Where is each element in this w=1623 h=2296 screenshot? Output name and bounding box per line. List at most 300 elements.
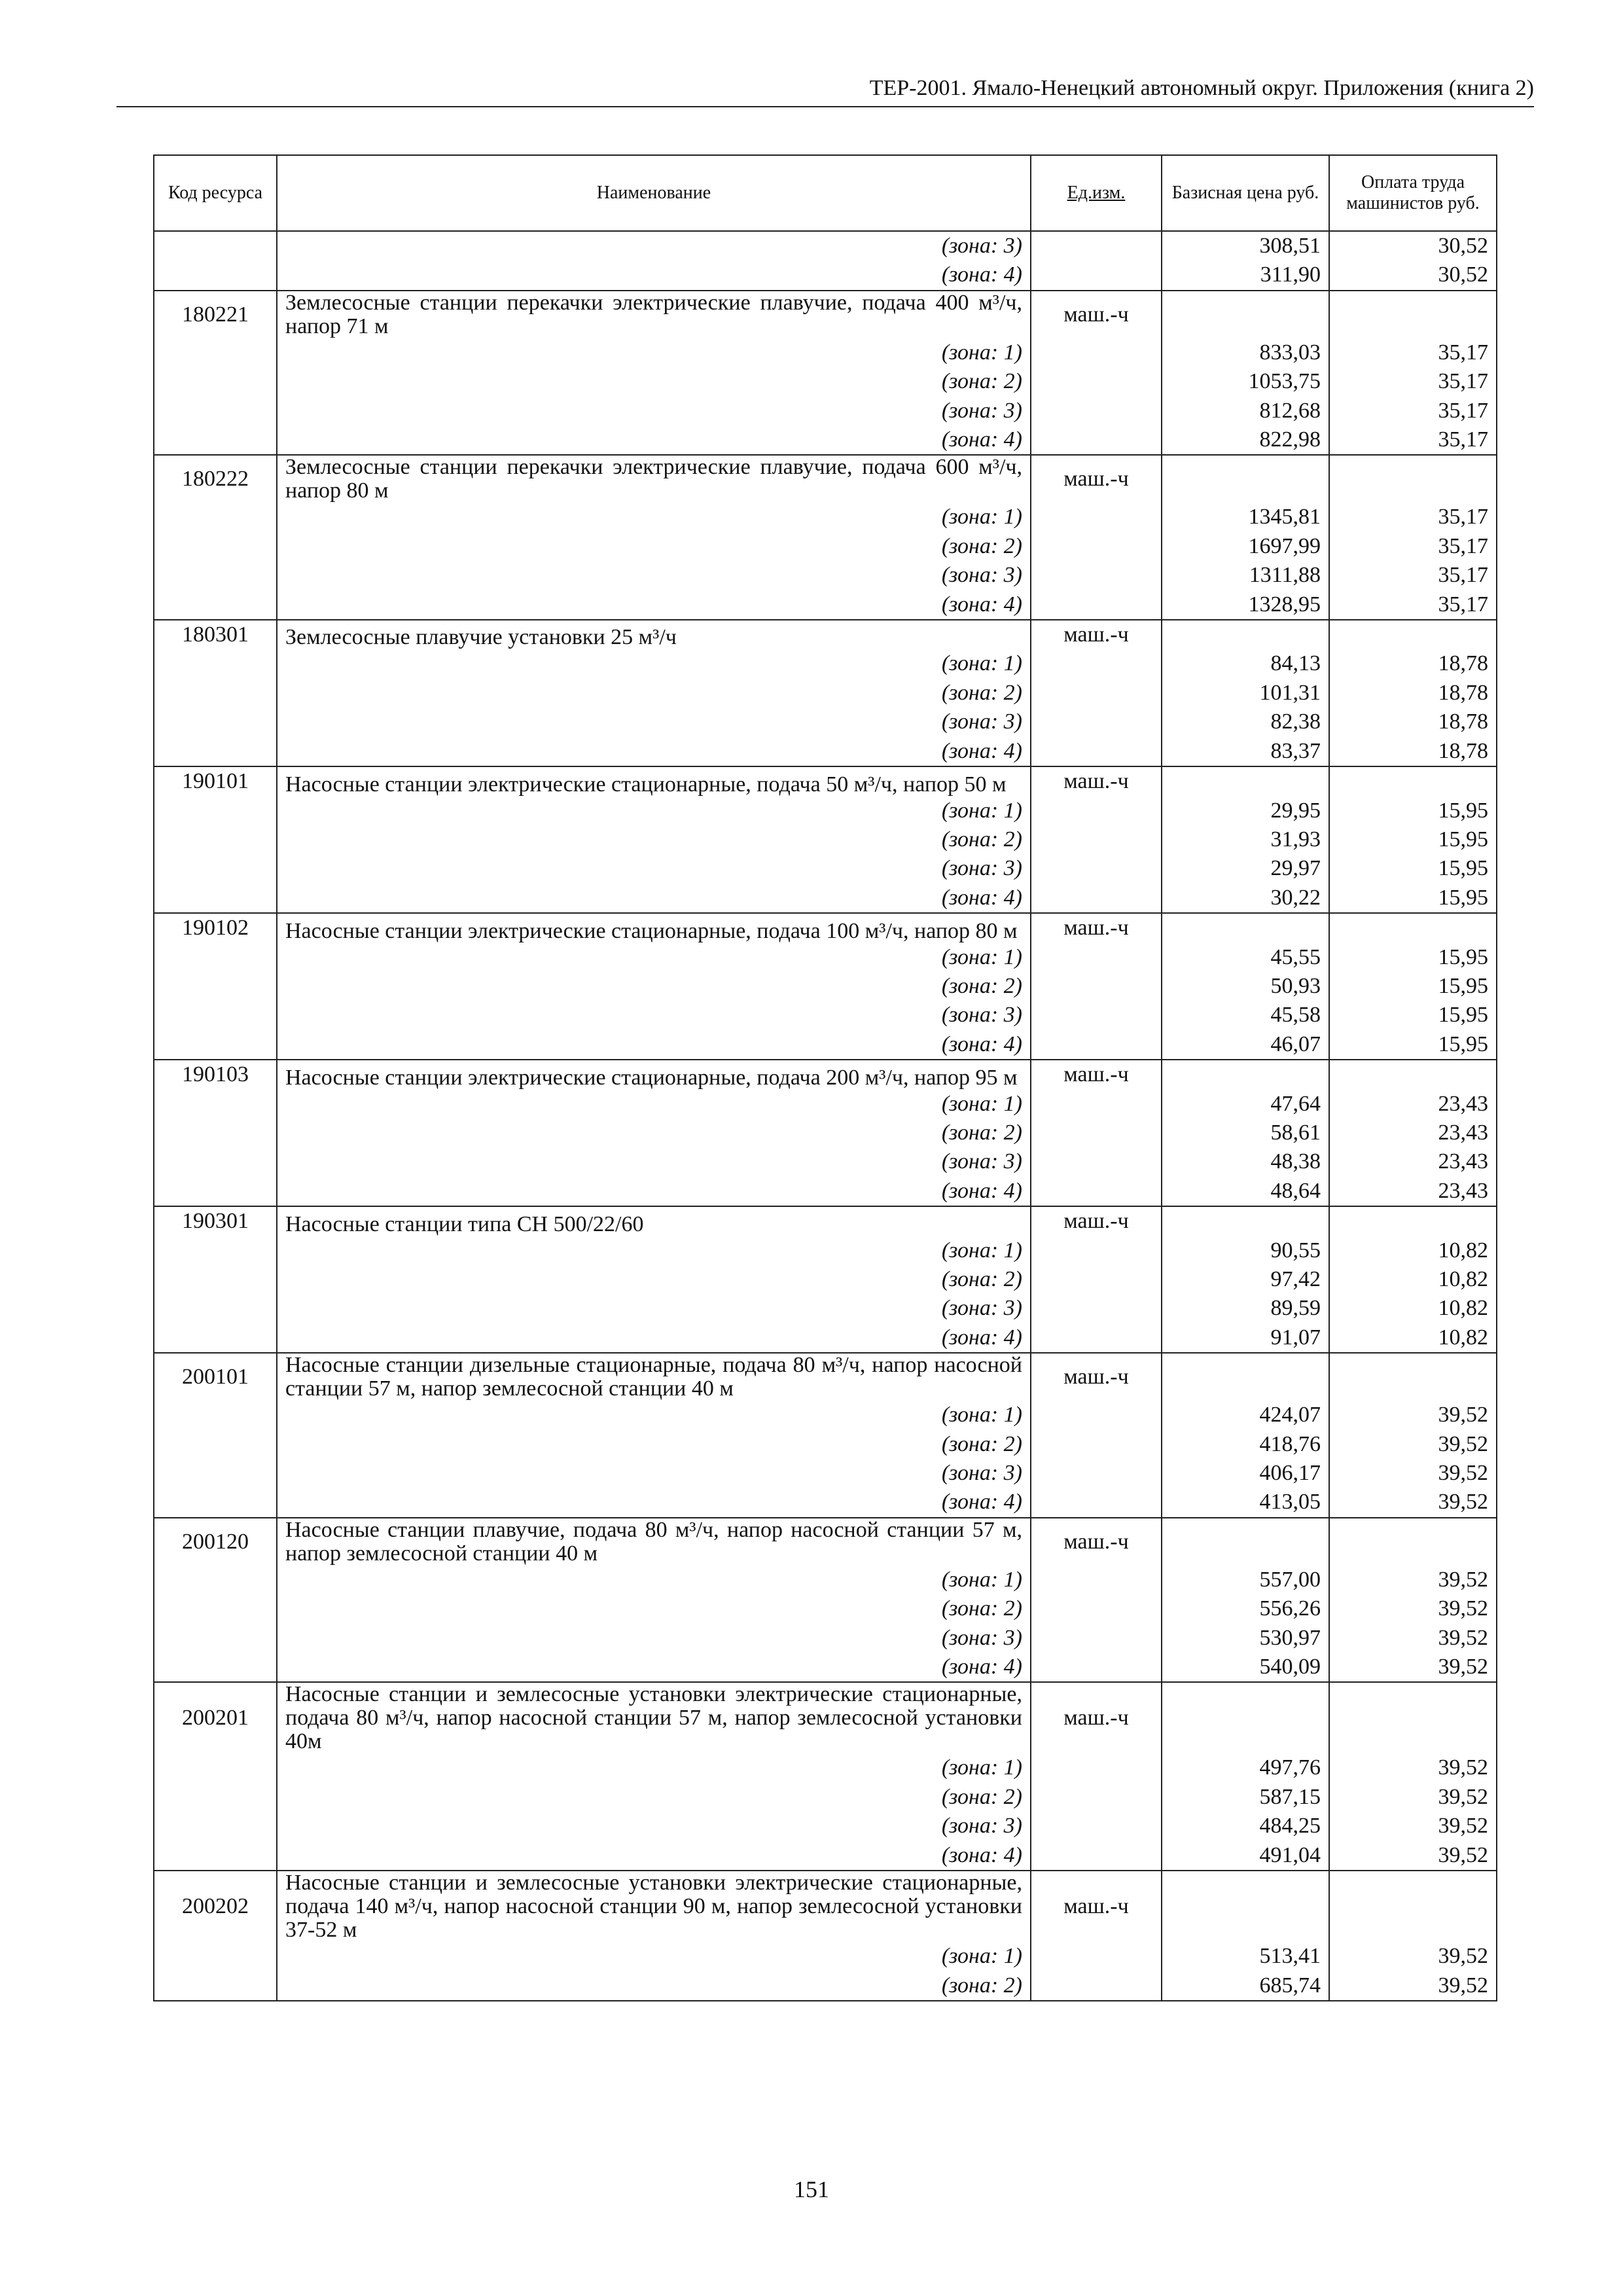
resource-unit: маш.-ч	[1031, 766, 1162, 796]
code-cell	[154, 1812, 277, 1840]
unit-cell	[1031, 1488, 1162, 1517]
code-cell	[154, 1753, 277, 1782]
operator-pay	[1329, 1353, 1497, 1401]
unit-cell	[1031, 1265, 1162, 1294]
resource-code: 200120	[154, 1518, 277, 1566]
resource-code: 190103	[154, 1060, 277, 1089]
code-cell	[154, 1971, 277, 2001]
table-row	[154, 367, 1497, 396]
unit-cell	[1031, 1430, 1162, 1459]
operator-pay	[1329, 1682, 1497, 1753]
resource-code: 190102	[154, 913, 277, 942]
operator-pay: 15,95	[1329, 884, 1497, 913]
base-price	[1162, 1353, 1329, 1401]
unit-cell	[1031, 1624, 1162, 1653]
operator-pay: 35,17	[1329, 397, 1497, 425]
code-cell	[154, 1488, 277, 1517]
resource-unit: маш.-ч	[1031, 620, 1162, 649]
zone-label: (зона: 3)	[277, 561, 1031, 590]
zone-label: (зона: 1)	[277, 1753, 1031, 1782]
code-cell	[154, 1841, 277, 1871]
unit-cell	[1031, 1971, 1162, 2001]
code-cell	[154, 708, 277, 736]
base-price	[1162, 913, 1329, 942]
code-cell	[154, 1942, 277, 1971]
unit-cell	[1031, 1841, 1162, 1871]
resource-row	[154, 455, 1497, 503]
table-row	[154, 825, 1497, 854]
unit-cell	[1031, 1119, 1162, 1147]
base-price	[1162, 766, 1329, 796]
zone-label: (зона: 1)	[277, 503, 1031, 531]
resource-unit: маш.-ч	[1031, 1682, 1162, 1753]
table-row	[154, 1942, 1497, 1971]
table-row	[154, 1323, 1497, 1353]
base-price: 308,51	[1162, 231, 1329, 260]
zone-label: (зона: 1)	[277, 943, 1031, 972]
operator-pay: 15,95	[1329, 854, 1497, 883]
table-row	[154, 231, 1497, 260]
code-cell	[154, 1624, 277, 1653]
operator-pay: 18,78	[1329, 679, 1497, 708]
base-price: 45,55	[1162, 943, 1329, 972]
code-cell	[154, 1783, 277, 1812]
code-cell	[154, 1594, 277, 1623]
operator-pay: 23,43	[1329, 1177, 1497, 1206]
operator-pay: 39,52	[1329, 1841, 1497, 1871]
zone-label: (зона: 4)	[277, 1030, 1031, 1060]
resource-name: Насосные станции и землесосные установки электрические стационарные, подача 140 м³/ч, напор насосной станции 90 м, напор землесосной установки 37-52 м	[277, 1871, 1031, 1942]
base-price	[1162, 1518, 1329, 1566]
code-cell	[154, 1001, 277, 1030]
base-price	[1162, 1871, 1329, 1942]
base-price: 45,58	[1162, 1001, 1329, 1030]
zone-label: (зона: 3)	[277, 708, 1031, 736]
resource-row	[154, 620, 1497, 649]
code-cell	[154, 1323, 277, 1353]
base-price: 48,38	[1162, 1147, 1329, 1176]
unit-cell	[1031, 1942, 1162, 1971]
table-row	[154, 1459, 1497, 1488]
base-price: 1328,95	[1162, 590, 1329, 620]
zone-label: (зона: 2)	[277, 1971, 1031, 2001]
unit-cell	[1031, 737, 1162, 766]
resource-unit: маш.-ч	[1031, 1353, 1162, 1401]
table-row	[154, 797, 1497, 825]
operator-pay: 35,17	[1329, 425, 1497, 455]
operator-pay: 39,52	[1329, 1488, 1497, 1517]
operator-pay: 23,43	[1329, 1090, 1497, 1119]
base-price	[1162, 1060, 1329, 1089]
resource-unit: маш.-ч	[1031, 1518, 1162, 1566]
code-cell	[154, 425, 277, 455]
zone-label: (зона: 4)	[277, 425, 1031, 455]
operator-pay: 10,82	[1329, 1265, 1497, 1294]
operator-pay: 15,95	[1329, 797, 1497, 825]
code-cell	[154, 1653, 277, 1682]
base-price: 556,26	[1162, 1594, 1329, 1623]
resource-name: Насосные станции дизельные стационарные, подача 80 м³/ч, напор насосной станции 57 м, напор землесосной станции 40 м	[277, 1353, 1031, 1401]
unit-cell	[1031, 503, 1162, 531]
resource-name: Насосные станции электрические стационарные, подача 100 м³/ч, напор 80 м	[277, 913, 1031, 942]
table-row	[154, 1090, 1497, 1119]
table-row	[154, 1236, 1497, 1265]
base-price: 822,98	[1162, 425, 1329, 455]
resource-row	[154, 766, 1497, 796]
resource-code: 190101	[154, 766, 277, 796]
base-price: 1697,99	[1162, 532, 1329, 561]
table-row	[154, 1566, 1497, 1594]
unit-cell	[1031, 825, 1162, 854]
column-header-operator-pay: Оплата труда машинистов руб.	[1329, 155, 1497, 231]
page-header	[116, 73, 1534, 107]
running-title: ТЕР-2001. Ямало-Ненецкий автономный округ. Приложения (книга 2)	[869, 76, 1534, 100]
column-header-unit: Ед.изм.	[1031, 155, 1162, 231]
zone-label: (зона: 2)	[277, 1119, 1031, 1147]
code-cell	[154, 1090, 277, 1119]
unit-cell	[1031, 338, 1162, 367]
table-row	[154, 260, 1497, 290]
zone-label: (зона: 4)	[277, 737, 1031, 766]
base-price: 491,04	[1162, 1841, 1329, 1871]
table-row	[154, 943, 1497, 972]
unit-cell	[1031, 1147, 1162, 1176]
base-price: 513,41	[1162, 1942, 1329, 1971]
code-cell	[154, 797, 277, 825]
zone-label: (зона: 2)	[277, 1430, 1031, 1459]
code-cell	[154, 1401, 277, 1429]
base-price: 497,76	[1162, 1753, 1329, 1782]
resource-row	[154, 1353, 1497, 1401]
code-cell	[154, 972, 277, 1001]
operator-pay: 18,78	[1329, 737, 1497, 766]
base-price: 84,13	[1162, 649, 1329, 678]
base-price	[1162, 455, 1329, 503]
code-cell	[154, 590, 277, 620]
unit-cell	[1031, 1594, 1162, 1623]
base-price: 557,00	[1162, 1566, 1329, 1594]
base-price: 29,95	[1162, 797, 1329, 825]
resource-code: 180222	[154, 455, 277, 503]
resource-row	[154, 1206, 1497, 1236]
unit-cell	[1031, 1783, 1162, 1812]
code-cell	[154, 884, 277, 913]
unit-cell	[1031, 425, 1162, 455]
zone-label: (зона: 2)	[277, 1265, 1031, 1294]
unit-cell	[1031, 649, 1162, 678]
unit-cell	[1031, 972, 1162, 1001]
table-row	[154, 972, 1497, 1001]
base-price: 46,07	[1162, 1030, 1329, 1060]
base-price: 413,05	[1162, 1488, 1329, 1517]
operator-pay	[1329, 913, 1497, 942]
table-row	[154, 1753, 1497, 1782]
operator-pay: 30,52	[1329, 260, 1497, 290]
operator-pay: 35,17	[1329, 503, 1497, 531]
zone-label: (зона: 3)	[277, 231, 1031, 260]
operator-pay: 35,17	[1329, 367, 1497, 396]
unit-cell	[1031, 532, 1162, 561]
operator-pay: 15,95	[1329, 943, 1497, 972]
table-row	[154, 1119, 1497, 1147]
code-cell	[154, 1119, 277, 1147]
table-row	[154, 1294, 1497, 1323]
table-row	[154, 397, 1497, 425]
code-cell	[154, 367, 277, 396]
base-price: 58,61	[1162, 1119, 1329, 1147]
base-price: 50,93	[1162, 972, 1329, 1001]
table-row	[154, 854, 1497, 883]
unit-cell	[1031, 1294, 1162, 1323]
table-row	[154, 1030, 1497, 1060]
table-body	[154, 231, 1497, 2001]
unit-cell	[1031, 367, 1162, 396]
code-cell	[154, 1459, 277, 1488]
table-row	[154, 532, 1497, 561]
table-row	[154, 1147, 1497, 1176]
base-price: 685,74	[1162, 1971, 1329, 2001]
zone-label: (зона: 1)	[277, 797, 1031, 825]
operator-pay: 15,95	[1329, 1030, 1497, 1060]
operator-pay: 18,78	[1329, 649, 1497, 678]
resource-name: Землесосные плавучие установки 25 м³/ч	[277, 620, 1031, 649]
resource-row	[154, 913, 1497, 942]
resource-price-table	[153, 154, 1497, 2001]
resource-row	[154, 1518, 1497, 1566]
table-row	[154, 1430, 1497, 1459]
base-price: 89,59	[1162, 1294, 1329, 1323]
resource-code: 200201	[154, 1682, 277, 1753]
resource-row	[154, 1682, 1497, 1753]
operator-pay: 39,52	[1329, 1812, 1497, 1840]
base-price: 31,93	[1162, 825, 1329, 854]
operator-pay	[1329, 1871, 1497, 1942]
operator-pay	[1329, 1518, 1497, 1566]
base-price: 1345,81	[1162, 503, 1329, 531]
code-cell	[154, 397, 277, 425]
table-row	[154, 1653, 1497, 1682]
unit-cell	[1031, 590, 1162, 620]
unit-cell	[1031, 679, 1162, 708]
table-row	[154, 1265, 1497, 1294]
operator-pay: 39,52	[1329, 1459, 1497, 1488]
code-cell	[154, 561, 277, 590]
table-row	[154, 679, 1497, 708]
operator-pay: 23,43	[1329, 1119, 1497, 1147]
unit-cell	[1031, 1001, 1162, 1030]
unit-cell	[1031, 1753, 1162, 1782]
resource-unit: маш.-ч	[1031, 1206, 1162, 1236]
unit-cell	[1031, 231, 1162, 260]
table-row	[154, 561, 1497, 590]
zone-label: (зона: 4)	[277, 590, 1031, 620]
code-cell	[154, 338, 277, 367]
base-price: 311,90	[1162, 260, 1329, 290]
base-price: 101,31	[1162, 679, 1329, 708]
table-row	[154, 708, 1497, 736]
resource-unit: маш.-ч	[1031, 1871, 1162, 1942]
base-price: 97,42	[1162, 1265, 1329, 1294]
base-price	[1162, 1682, 1329, 1753]
base-price: 82,38	[1162, 708, 1329, 736]
resource-name: Насосные станции электрические стационарные, подача 50 м³/ч, напор 50 м	[277, 766, 1031, 796]
operator-pay: 39,52	[1329, 1942, 1497, 1971]
code-cell	[154, 825, 277, 854]
zone-label: (зона: 4)	[277, 1323, 1031, 1353]
code-cell	[154, 943, 277, 972]
zone-label: (зона: 1)	[277, 1401, 1031, 1429]
operator-pay: 39,52	[1329, 1783, 1497, 1812]
operator-pay	[1329, 1206, 1497, 1236]
operator-pay: 15,95	[1329, 1001, 1497, 1030]
unit-cell	[1031, 260, 1162, 290]
operator-pay: 39,52	[1329, 1401, 1497, 1429]
code-cell	[154, 1265, 277, 1294]
operator-pay: 15,95	[1329, 972, 1497, 1001]
base-price	[1162, 620, 1329, 649]
table-row	[154, 1971, 1497, 2001]
base-price: 418,76	[1162, 1430, 1329, 1459]
base-price: 90,55	[1162, 1236, 1329, 1265]
unit-cell	[1031, 884, 1162, 913]
base-price: 48,64	[1162, 1177, 1329, 1206]
operator-pay: 39,52	[1329, 1653, 1497, 1682]
code-cell	[154, 737, 277, 766]
column-header-code: Код ресурса	[154, 155, 277, 231]
base-price	[1162, 291, 1329, 338]
zone-label: (зона: 1)	[277, 649, 1031, 678]
operator-pay: 10,82	[1329, 1323, 1497, 1353]
code-cell	[154, 1177, 277, 1206]
zone-label: (зона: 3)	[277, 1624, 1031, 1653]
base-price: 1053,75	[1162, 367, 1329, 396]
unit-cell	[1031, 1401, 1162, 1429]
resource-code: 180221	[154, 291, 277, 338]
operator-pay	[1329, 766, 1497, 796]
unit-cell	[1031, 1090, 1162, 1119]
resource-unit: маш.-ч	[1031, 1060, 1162, 1089]
zone-label: (зона: 4)	[277, 1653, 1031, 1682]
table-row	[154, 1488, 1497, 1517]
table-row	[154, 1001, 1497, 1030]
unit-cell	[1031, 1653, 1162, 1682]
operator-pay	[1329, 1060, 1497, 1089]
zone-label: (зона: 3)	[277, 1459, 1031, 1488]
resource-name: Землесосные станции перекачки электрические плавучие, подача 600 м³/ч, напор 80 м	[277, 455, 1031, 503]
unit-cell	[1031, 1177, 1162, 1206]
table-row	[154, 1624, 1497, 1653]
resource-unit: маш.-ч	[1031, 455, 1162, 503]
zone-label: (зона: 1)	[277, 1566, 1031, 1594]
operator-pay: 35,17	[1329, 338, 1497, 367]
zone-label: (зона: 2)	[277, 679, 1031, 708]
unit-cell	[1031, 1812, 1162, 1840]
table-row	[154, 649, 1497, 678]
zone-label: (зона: 2)	[277, 1594, 1031, 1623]
operator-pay	[1329, 620, 1497, 649]
code-cell	[154, 1030, 277, 1060]
table-header	[154, 155, 1497, 231]
code-cell	[154, 532, 277, 561]
operator-pay: 35,17	[1329, 532, 1497, 561]
code-cell	[154, 649, 277, 678]
table-row	[154, 884, 1497, 913]
table-row	[154, 1177, 1497, 1206]
operator-pay: 10,82	[1329, 1294, 1497, 1323]
base-price: 587,15	[1162, 1783, 1329, 1812]
operator-pay: 35,17	[1329, 561, 1497, 590]
unit-cell	[1031, 1030, 1162, 1060]
resource-name: Насосные станции плавучие, подача 80 м³/ч, напор насосной станции 57 м, напор землесосной станции 40 м	[277, 1518, 1031, 1566]
operator-pay	[1329, 291, 1497, 338]
column-header-name: Наименование	[277, 155, 1031, 231]
unit-cell	[1031, 1459, 1162, 1488]
zone-label: (зона: 4)	[277, 884, 1031, 913]
operator-pay	[1329, 455, 1497, 503]
resource-code: 200202	[154, 1871, 277, 1942]
unit-cell	[1031, 397, 1162, 425]
zone-label: (зона: 3)	[277, 1147, 1031, 1176]
zone-label: (зона: 2)	[277, 532, 1031, 561]
table-row	[154, 737, 1497, 766]
table-row	[154, 503, 1497, 531]
unit-cell	[1031, 1236, 1162, 1265]
resource-code: 190301	[154, 1206, 277, 1236]
code-cell	[154, 231, 277, 260]
zone-label: (зона: 2)	[277, 825, 1031, 854]
code-cell	[154, 1566, 277, 1594]
zone-label: (зона: 4)	[277, 1841, 1031, 1871]
code-cell	[154, 1236, 277, 1265]
zone-label: (зона: 2)	[277, 972, 1031, 1001]
resource-unit: маш.-ч	[1031, 291, 1162, 338]
resource-code: 180301	[154, 620, 277, 649]
table-row	[154, 590, 1497, 620]
base-price: 83,37	[1162, 737, 1329, 766]
operator-pay: 30,52	[1329, 231, 1497, 260]
zone-label: (зона: 1)	[277, 1090, 1031, 1119]
operator-pay: 39,52	[1329, 1753, 1497, 1782]
zone-label: (зона: 1)	[277, 1942, 1031, 1971]
table-row	[154, 425, 1497, 455]
operator-pay: 23,43	[1329, 1147, 1497, 1176]
table-row	[154, 1401, 1497, 1429]
zone-label: (зона: 3)	[277, 1812, 1031, 1840]
base-price: 406,17	[1162, 1459, 1329, 1488]
resource-name: Насосные станции и землесосные установки электрические стационарные, подача 80 м³/ч, напор насосной станции 57 м, напор землесосной установки 40м	[277, 1682, 1031, 1753]
zone-label: (зона: 3)	[277, 854, 1031, 883]
resource-row	[154, 1060, 1497, 1089]
resource-name: Насосные станции типа СН 500/22/60	[277, 1206, 1031, 1236]
zone-label: (зона: 1)	[277, 338, 1031, 367]
resource-row	[154, 291, 1497, 338]
table-row	[154, 1783, 1497, 1812]
base-price: 424,07	[1162, 1401, 1329, 1429]
resource-name: Насосные станции электрические стационарные, подача 200 м³/ч, напор 95 м	[277, 1060, 1031, 1089]
code-cell	[154, 854, 277, 883]
code-cell	[154, 679, 277, 708]
unit-cell	[1031, 1323, 1162, 1353]
operator-pay: 18,78	[1329, 708, 1497, 736]
table-row	[154, 1841, 1497, 1871]
unit-cell	[1031, 854, 1162, 883]
base-price: 29,97	[1162, 854, 1329, 883]
zone-label: (зона: 1)	[277, 1236, 1031, 1265]
resource-name: Землесосные станции перекачки электрические плавучие, подача 400 м³/ч, напор 71 м	[277, 291, 1031, 338]
zone-label: (зона: 3)	[277, 1294, 1031, 1323]
operator-pay: 39,52	[1329, 1566, 1497, 1594]
code-cell	[154, 260, 277, 290]
